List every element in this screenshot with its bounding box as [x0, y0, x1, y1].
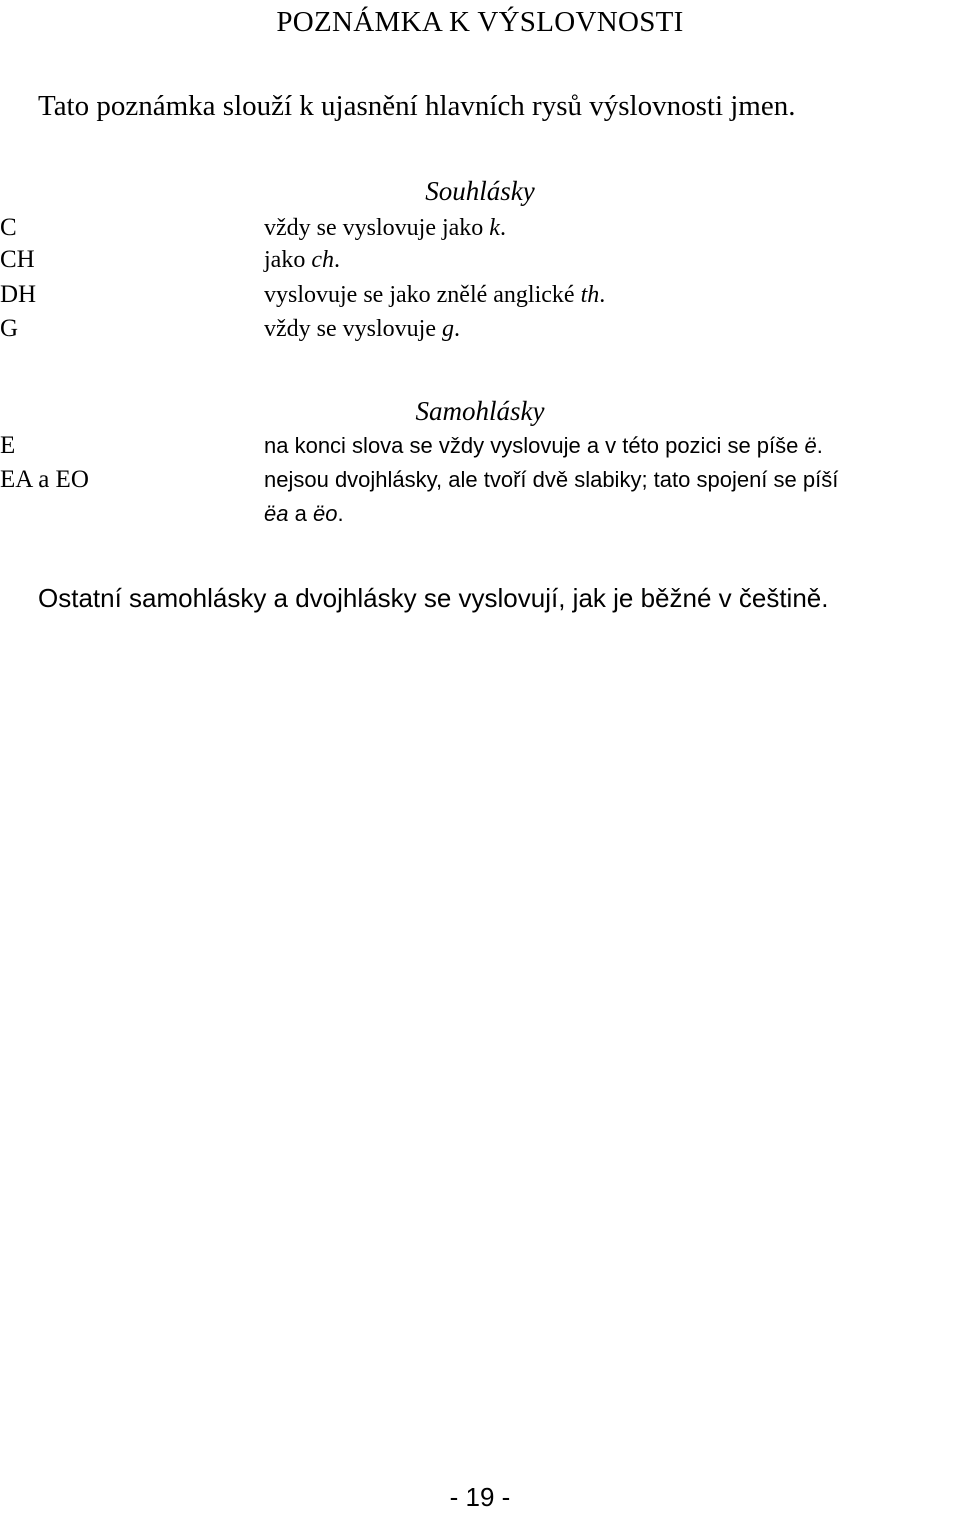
vowel-description: na konci slova se vždy vyslovuje a v této pozici se píše ë. — [264, 433, 823, 458]
vowel-letter: EA a EO — [0, 466, 89, 493]
pronunciation-example: ëa — [264, 501, 289, 526]
closing-paragraph: Ostatní samohlásky a dvojhlásky se vyslovují, jak je běžné v češtině. — [38, 583, 829, 613]
consonant-letter: DH — [0, 281, 37, 308]
consonant-letter: G — [0, 315, 19, 342]
consonant-letter: C — [0, 214, 17, 241]
vowel-letter: E — [0, 432, 16, 459]
pronunciation-example: g — [441, 316, 454, 342]
page-number: - 19 - — [449, 1482, 511, 1512]
vowel-description-line2: ëa a ëo. — [264, 501, 344, 526]
pronunciation-example: ëo — [312, 501, 338, 526]
consonants-heading: Souhlásky — [425, 176, 535, 206]
vowels-heading: Samohlásky — [415, 396, 545, 426]
vowel-description-line1: nejsou dvojhlásky, ale tvoří dvě slabiky; tato spojení se píší — [264, 467, 839, 492]
consonant-description: vždy se vyslovuje jako k. — [264, 215, 506, 241]
pronunciation-example: ch — [311, 247, 334, 273]
consonant-description: jako ch. — [264, 247, 340, 273]
pronunciation-example: th — [580, 282, 600, 308]
pronunciation-example: k — [489, 215, 500, 241]
pronunciation-example: ë — [804, 433, 817, 458]
consonant-letter: CH — [0, 246, 35, 273]
consonant-description: vždy se vyslovuje g. — [264, 316, 460, 342]
consonant-description: vyslovuje se jako znělé anglické th. — [264, 282, 606, 308]
page-title: POZNÁMKA K VÝSLOVNOSTI — [276, 6, 684, 38]
intro-paragraph: Tato poznámka slouží k ujasnění hlavních rysů výslovnosti jmen. — [38, 90, 796, 122]
